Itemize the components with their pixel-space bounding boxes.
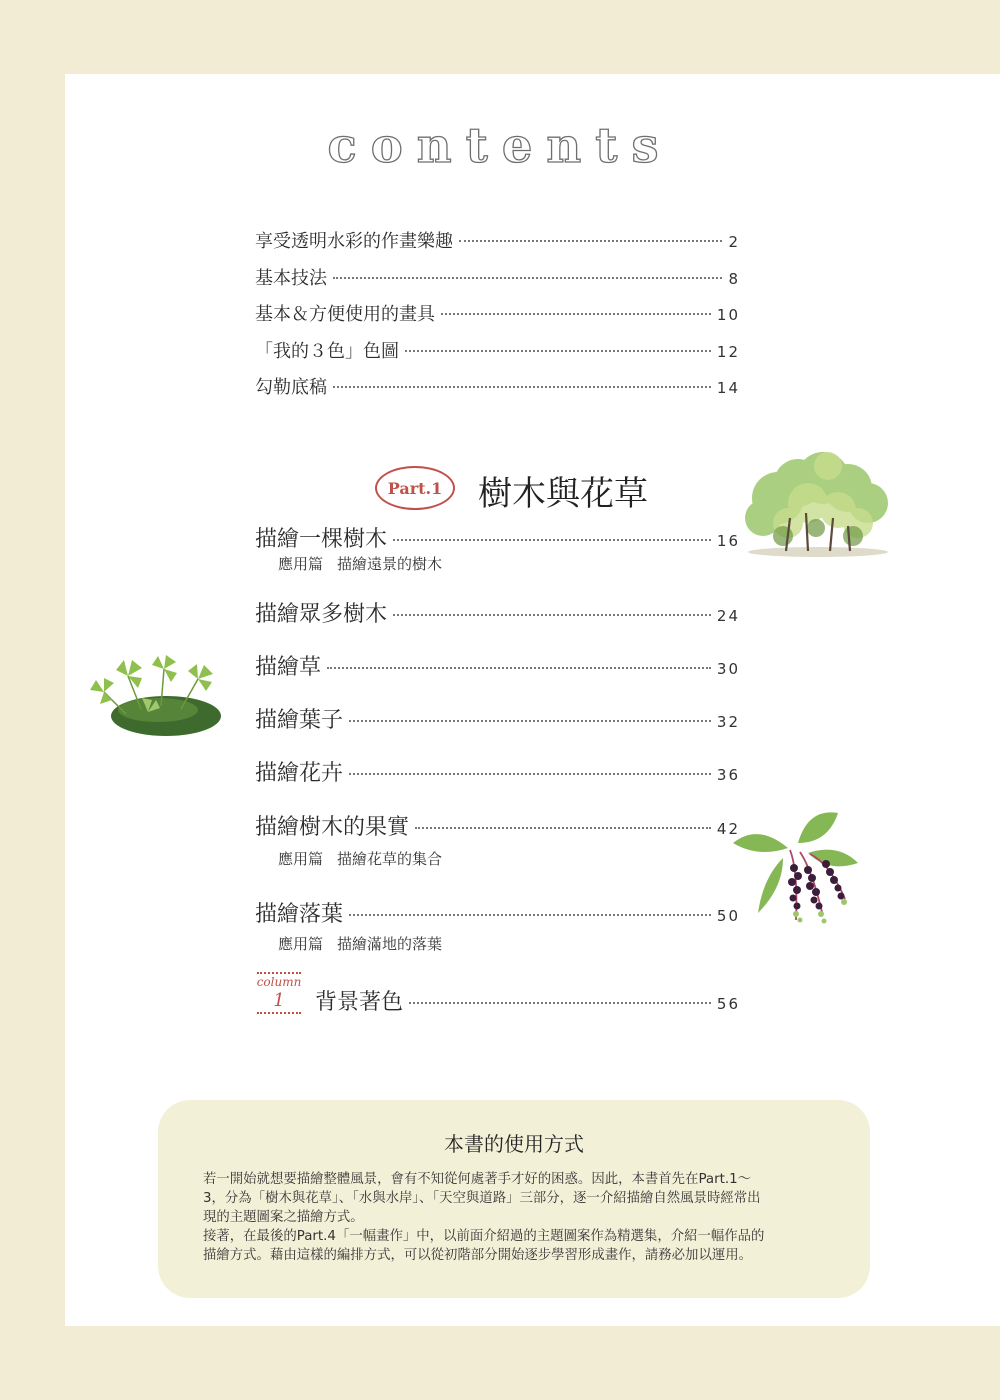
leader-dots — [409, 1002, 711, 1004]
toc-item-page: 24 — [716, 607, 740, 625]
toc-item-label: 描繪眾多樹木 — [255, 602, 388, 627]
leader-dots — [333, 277, 722, 279]
toc-item-label: 勾勒底稿 — [255, 377, 327, 398]
toc-item-page: 42 — [716, 820, 740, 838]
toc-item-page: 8 — [728, 270, 740, 288]
pokeweed-berry-illustration — [728, 808, 863, 933]
toc-item-page: 10 — [716, 306, 740, 324]
toc-item[interactable] — [255, 756, 740, 787]
usage-note-title: 本書的使用方式 — [444, 1132, 584, 1156]
toc-item-label: 描繪一棵樹木 — [255, 527, 388, 552]
usage-note-body — [203, 1170, 828, 1265]
toc-item-label: 基本＆方便使用的畫具 — [255, 304, 435, 325]
toc-item-label: 基本技法 — [255, 268, 327, 289]
leader-dots — [393, 539, 711, 541]
tree-grove-illustration — [738, 448, 898, 563]
toc-item-label: 「我的３色」色圖 — [255, 341, 399, 362]
column-badge — [255, 972, 303, 1018]
usage-note-line: 接著，在最後的Part.4「一幅畫作」中，以前面介紹過的主題圖案作為精選集，介紹一幅作品的 — [203, 1229, 765, 1244]
toc-item[interactable] — [255, 373, 740, 399]
toc-item-page: 2 — [728, 233, 740, 251]
toc-item[interactable] — [255, 522, 740, 553]
leader-dots — [327, 667, 711, 669]
leader-dots — [393, 614, 711, 616]
toc-item[interactable] — [255, 597, 740, 628]
page-title: contents — [327, 118, 673, 174]
toc-subitem[interactable] — [278, 553, 442, 574]
leader-dots — [349, 914, 711, 916]
leader-dots — [441, 313, 711, 315]
leader-dots — [415, 827, 711, 829]
toc-subitem[interactable] — [278, 848, 442, 869]
leader-dots — [405, 350, 711, 352]
subitem-label: 描繪遠景的樹木 — [337, 555, 443, 573]
toc-item[interactable] — [255, 703, 740, 734]
toc-item[interactable] — [255, 337, 740, 363]
usage-note-line: 現的主題圖案之描繪方式。 — [203, 1210, 364, 1225]
usage-note-line: 若一開始就想要描繪整體風景，會有不知從何處著手才好的困惑。因此，本書首先在Part.1～ — [203, 1172, 752, 1187]
subitem-tag: 應用篇 — [278, 555, 324, 573]
usage-note-line: 3，分為「樹木與花草」、「水與水岸」、「天空與道路」三部分，逐一介紹描繪自然風景時經常出 — [203, 1191, 761, 1206]
toc-item-page: 12 — [716, 343, 740, 361]
subitem-label: 描繪滿地的落葉 — [337, 935, 443, 953]
clover-moss-illustration — [86, 654, 236, 740]
usage-note-box — [158, 1100, 870, 1298]
toc-item-label: 享受透明水彩的作畫樂趣 — [255, 231, 453, 252]
toc-item-label: 描繪落葉 — [255, 902, 344, 927]
column-badge-number: 1 — [273, 990, 285, 1011]
toc-item-page: 30 — [716, 660, 740, 678]
column-badge-word: column — [256, 975, 302, 989]
toc-item-page: 56 — [716, 995, 740, 1013]
toc-item-page: 50 — [716, 907, 740, 925]
toc-item-page: 32 — [716, 713, 740, 731]
subitem-label: 描繪花草的集合 — [337, 850, 443, 868]
toc-item-page: 16 — [716, 532, 740, 550]
subitem-tag: 應用篇 — [278, 850, 324, 868]
toc-item[interactable] — [255, 810, 740, 841]
toc-item-label: 描繪葉子 — [255, 708, 344, 733]
toc-item-label: 描繪樹木的果實 — [255, 815, 410, 840]
subitem-tag: 應用篇 — [278, 935, 324, 953]
toc-item-page: 36 — [716, 766, 740, 784]
column-badge-rule — [257, 1012, 301, 1014]
toc-item[interactable] — [255, 264, 740, 290]
toc-item-page: 14 — [716, 379, 740, 397]
toc-item[interactable] — [255, 300, 740, 326]
leader-dots — [459, 240, 722, 242]
toc-item[interactable] — [315, 985, 740, 1016]
usage-note-line: 描繪方式。藉由這樣的編排方式，可以從初階部分開始逐步學習形成畫作，請務必加以運用。 — [203, 1248, 753, 1263]
toc-subitem[interactable] — [278, 933, 442, 954]
part-badge: Part.1 — [375, 466, 455, 510]
part-title: 樹木與花草 — [478, 474, 648, 514]
leader-dots — [349, 773, 711, 775]
toc-item-label: 描繪花卉 — [255, 761, 344, 786]
toc-item-label: 背景著色 — [315, 990, 404, 1015]
toc-item[interactable] — [255, 897, 740, 928]
toc-item-label: 描繪草 — [255, 655, 322, 680]
toc-item[interactable] — [255, 227, 740, 253]
leader-dots — [333, 386, 711, 388]
leader-dots — [349, 720, 711, 722]
toc-item[interactable] — [255, 650, 740, 681]
